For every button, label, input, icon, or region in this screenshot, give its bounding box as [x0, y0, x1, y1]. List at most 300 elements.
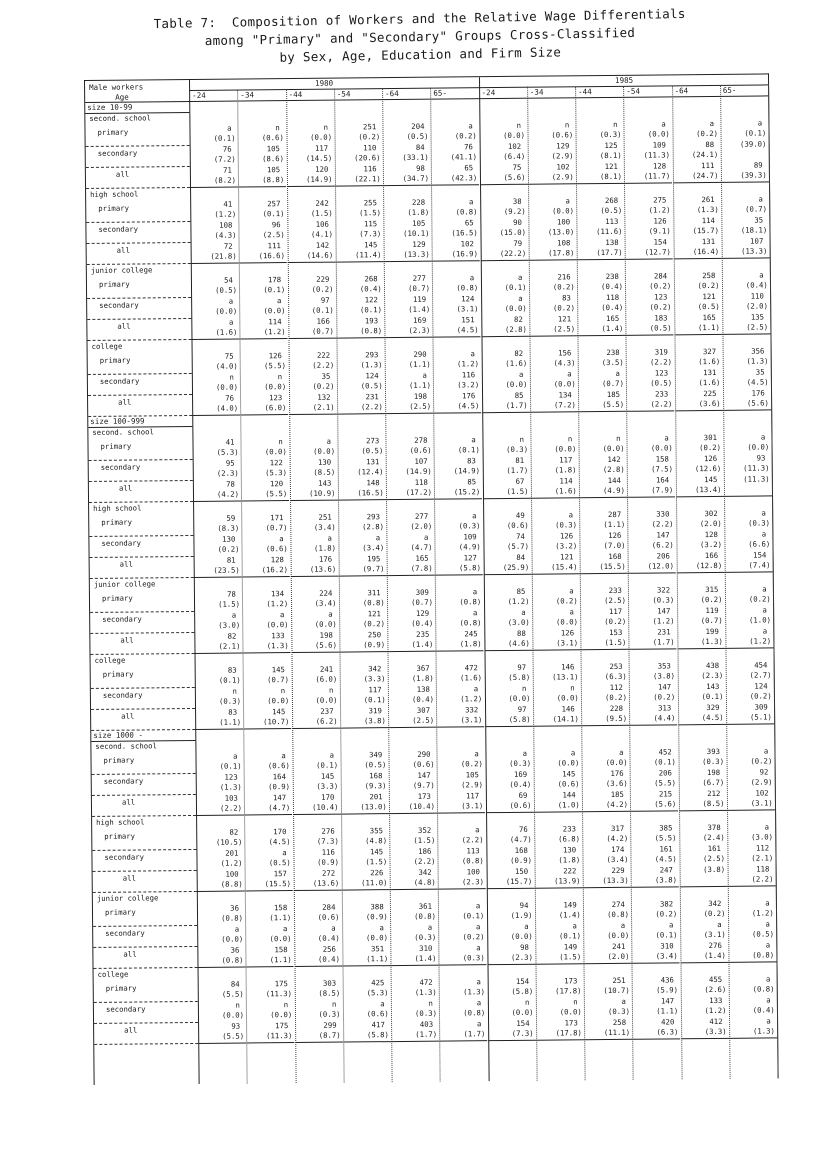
cell-share: (0.4)	[411, 694, 435, 704]
cell-value: n	[570, 683, 575, 693]
cell-value: 307	[416, 705, 431, 715]
table-cell	[238, 199, 286, 220]
table-cell	[245, 903, 293, 924]
cell-value: 276	[321, 826, 335, 836]
age-header: -24	[481, 88, 496, 98]
cell-value: 98	[416, 163, 425, 173]
table-cell	[631, 899, 679, 920]
cell-value: 69	[518, 790, 528, 800]
cell-share: (0.8)	[456, 283, 479, 293]
cell-share: (0.8)	[221, 955, 244, 965]
table-cell	[483, 587, 531, 608]
table-cell	[625, 237, 673, 259]
cell-value: 128	[270, 555, 284, 565]
cell-share: (1.5)	[310, 208, 333, 218]
cell-share: (1.1)	[697, 322, 720, 333]
cell-share: (0.1)	[653, 757, 676, 767]
cell-value: a	[765, 974, 771, 984]
row-label: all	[118, 397, 132, 407]
cell-value: 278	[414, 435, 428, 445]
row-label: primary	[102, 669, 134, 679]
cell-share: (0.1)	[655, 930, 678, 940]
cell-value: 109	[463, 532, 477, 542]
cell-value: 261	[701, 194, 715, 205]
cell-value: 121	[604, 161, 618, 172]
cell-value: 164	[655, 475, 670, 485]
cell-value: 173	[417, 791, 431, 801]
table-cell	[481, 349, 529, 370]
table-cell	[439, 998, 487, 1019]
cell-share: (2.5)	[702, 853, 726, 864]
table-cell	[487, 977, 535, 998]
cell-value: 35	[755, 367, 765, 377]
cell-value: 186	[418, 846, 432, 856]
table-cell	[294, 1000, 342, 1021]
table-cell	[484, 663, 532, 684]
cell-value: 134	[270, 589, 285, 599]
education-group-label: second. school	[89, 113, 151, 123]
cell-share: (1.2)	[648, 205, 671, 215]
cell-share: (23.5)	[213, 565, 240, 575]
table-cell	[336, 350, 384, 371]
cell-value: n	[229, 372, 234, 382]
cell-value: 126	[608, 530, 622, 540]
cell-value: a	[717, 919, 722, 929]
cell-value: a	[473, 684, 479, 694]
table-cell	[433, 315, 481, 337]
cell-share: (2.3)	[510, 952, 533, 962]
cell-value: 231	[657, 627, 671, 637]
cell-share: (1.4)	[558, 910, 581, 920]
table-cell	[581, 704, 629, 726]
cell-value: a	[281, 751, 286, 761]
cell-share: (1.1)	[219, 717, 242, 727]
table-cell	[386, 533, 434, 554]
cell-value: 322	[656, 585, 671, 595]
corner-header-top: Male workers	[89, 82, 144, 92]
cell-value: 96	[271, 220, 281, 230]
cell-value: a	[568, 510, 573, 520]
cell-value: 247	[659, 865, 673, 875]
table-cell	[335, 219, 383, 240]
cell-share: (1.1)	[603, 519, 626, 530]
cell-share: (1.2)	[749, 636, 772, 646]
table-cell	[672, 161, 720, 183]
cell-share: (5.5)	[654, 833, 677, 843]
cell-value: a	[375, 533, 381, 543]
table-cell	[720, 139, 768, 160]
cell-share: (6.3)	[604, 671, 627, 682]
cell-share: (0.0)	[263, 306, 286, 316]
table-cell	[286, 165, 334, 187]
cell-value: 143	[706, 681, 720, 692]
cell-value: 128	[704, 529, 718, 540]
table-cell	[582, 790, 630, 812]
table-cell	[389, 847, 437, 868]
cell-value: 327	[702, 346, 717, 357]
cell-value: a	[760, 432, 766, 442]
table-cell	[628, 606, 676, 627]
cell-value: 117	[368, 685, 382, 695]
cell-value: 121	[560, 552, 574, 562]
cell-value: 145	[369, 847, 384, 857]
cell-share: (10.9)	[309, 488, 336, 498]
cell-share: (0.1)	[558, 931, 582, 941]
table-cell	[624, 140, 672, 161]
cell-share: (1.4)	[414, 953, 437, 963]
cell-share: (14.6)	[306, 250, 334, 260]
table-cell	[677, 661, 725, 682]
row-label: primary	[104, 907, 136, 917]
table-cell	[529, 293, 577, 314]
cell-share: (0.4)	[745, 280, 768, 290]
cell-value: a	[476, 1019, 482, 1029]
cell-share: (42.3)	[450, 173, 478, 183]
cell-share: (8.6)	[262, 154, 285, 164]
row-label: secondary	[102, 690, 143, 700]
cell-share: (0.0)	[510, 931, 533, 941]
education-group-label: junior college	[93, 579, 156, 589]
cell-share: (11.3)	[743, 463, 770, 473]
cell-value: 49	[515, 510, 525, 520]
cell-value: a	[709, 118, 714, 128]
table-cell	[577, 293, 625, 314]
cell-value: 301	[703, 432, 718, 443]
cell-value: 134	[558, 390, 572, 400]
cell-share: (22.1)	[354, 174, 381, 184]
table-cell	[240, 351, 288, 372]
table-cell	[193, 535, 241, 556]
cell-share: (2.2)	[312, 360, 335, 370]
cell-value: 146	[561, 704, 575, 714]
cell-value: 201	[225, 848, 239, 858]
cell-share: (7.2)	[553, 400, 576, 410]
cell-value: 114	[701, 215, 715, 226]
cell-value: a	[472, 511, 477, 521]
table-cell	[432, 239, 480, 261]
cell-value: 123	[654, 368, 669, 378]
table-cell	[339, 588, 387, 609]
table-cell	[289, 393, 337, 415]
cell-value: 287	[607, 509, 622, 519]
table-cell	[532, 586, 580, 607]
cell-share: (11.0)	[361, 878, 388, 888]
table-cell	[721, 194, 769, 215]
age-header: -34	[529, 87, 544, 97]
table-cell	[385, 371, 433, 392]
cell-value: 147	[657, 606, 671, 616]
cell-share: (0.9)	[363, 640, 386, 650]
table-cell	[244, 772, 292, 793]
cell-value: 352	[417, 825, 432, 835]
cell-value: 126	[653, 216, 667, 226]
cell-share: (0.5)	[649, 323, 672, 333]
table-cell	[287, 220, 335, 241]
cell-share: (1.5)	[218, 599, 241, 609]
table-cell	[674, 347, 722, 368]
cell-share: (17.7)	[596, 247, 623, 258]
table-cell	[293, 827, 341, 848]
cell-value: 351	[370, 944, 385, 954]
table-cell	[197, 945, 245, 967]
row-label: primary	[98, 203, 130, 213]
cell-value: 116	[321, 847, 335, 857]
cell-value: 472	[419, 977, 433, 987]
cell-share: (0.3)	[652, 595, 675, 605]
table-cell	[192, 352, 240, 373]
cell-share: (0.0)	[555, 617, 579, 627]
cell-value: 76	[222, 144, 232, 154]
table-cell	[390, 923, 438, 944]
table-cell	[292, 793, 340, 815]
cell-share: (13.6)	[309, 564, 337, 574]
table-cell	[628, 585, 676, 606]
table-cell	[487, 998, 535, 1019]
cell-share: (0.6)	[317, 912, 340, 922]
cell-share: (0.2)	[748, 594, 771, 604]
table-cell	[434, 456, 482, 477]
cell-value: 438	[705, 660, 720, 671]
cell-value: 151	[461, 315, 475, 325]
table-cell	[435, 532, 483, 553]
table-cell	[483, 532, 531, 553]
cell-value: 417	[371, 1020, 385, 1030]
cell-share: (0.1)	[316, 760, 339, 770]
cell-value: a	[380, 999, 385, 1009]
cell-value: a	[475, 901, 481, 911]
cell-share: (0.0)	[221, 934, 244, 944]
cell-share: (14.5)	[305, 153, 333, 163]
cell-value: 313	[658, 703, 672, 713]
table-cell	[290, 513, 338, 534]
table-cell	[727, 788, 775, 810]
cell-share: (1.3)	[414, 987, 437, 997]
cell-value: 83	[227, 665, 237, 675]
cell-value: a	[765, 940, 771, 950]
cell-value: 97	[320, 295, 330, 305]
table-cell	[482, 456, 530, 477]
table-cell	[340, 685, 388, 706]
cell-value: 113	[466, 846, 480, 856]
table-cell	[584, 1018, 632, 1040]
cell-value: 131	[701, 236, 716, 247]
cell-value: 107	[414, 456, 428, 466]
table-cell	[530, 390, 578, 412]
table-cell	[583, 921, 631, 942]
cell-share: (0.8)	[414, 911, 437, 921]
table-cell	[722, 291, 770, 312]
table-cell	[431, 163, 479, 185]
table-cell	[727, 864, 775, 886]
cell-share: (0.2)	[552, 303, 576, 313]
table-cell	[334, 122, 382, 143]
table-cell	[480, 218, 528, 239]
cell-value: 124	[461, 294, 475, 304]
table-cell	[631, 865, 679, 887]
table-cell	[241, 437, 289, 458]
cell-value: 154	[653, 237, 667, 247]
cell-share: (2.3)	[461, 877, 485, 887]
table-cell	[197, 924, 245, 945]
cell-share: (0.5)	[406, 131, 429, 141]
table-cell	[584, 997, 632, 1018]
cell-value: 82	[514, 348, 524, 358]
cell-value: n	[573, 997, 578, 1007]
cell-value: n	[564, 120, 570, 130]
table-cell	[529, 314, 577, 336]
cell-value: a	[621, 996, 626, 1006]
cell-value: 250	[367, 630, 382, 640]
cell-value: 88	[705, 139, 715, 150]
table-cell	[630, 789, 678, 811]
cell-share: (0.0)	[602, 443, 625, 454]
cell-share: (0.7)	[267, 675, 290, 685]
table-cell	[632, 975, 680, 996]
cell-value: 145	[704, 474, 718, 485]
cell-value: 356	[751, 346, 765, 356]
cell-share: (41.1)	[450, 152, 478, 162]
cell-value: 225	[703, 388, 717, 399]
row-rule	[89, 459, 193, 461]
cell-share: (16.5)	[357, 488, 384, 498]
table-cell	[337, 457, 385, 478]
cell-value: a	[570, 748, 576, 758]
table-cell	[631, 920, 679, 941]
table-cell	[384, 316, 432, 338]
cell-value: 127	[463, 553, 477, 563]
cell-value: 268	[604, 195, 619, 206]
cell-value: n	[323, 122, 329, 132]
table-cell	[724, 508, 772, 529]
cell-share: (17.8)	[548, 248, 575, 258]
cell-value: a	[331, 923, 336, 933]
row-label: all	[116, 245, 130, 255]
table-cell	[624, 119, 672, 140]
cell-share: (6.7)	[702, 777, 725, 788]
cell-share: (0.1)	[311, 305, 334, 315]
cell-share: (0.3)	[458, 521, 481, 531]
cell-value: 156	[558, 348, 572, 358]
cell-share: (11.3)	[743, 474, 770, 484]
cell-share: (1.3)	[266, 641, 289, 651]
table-cell	[246, 1000, 294, 1021]
table-cell	[439, 1019, 487, 1041]
table-cell	[431, 142, 479, 163]
table-cell	[340, 771, 388, 792]
table-cell	[679, 823, 727, 844]
cell-value: a	[282, 848, 287, 858]
cell-share: (0.9)	[509, 855, 533, 865]
cell-share: (22.2)	[499, 248, 527, 259]
table-cell	[578, 390, 626, 412]
cell-value: 118	[605, 292, 620, 302]
cell-value: 118	[756, 864, 770, 874]
cell-share: (3.8)	[363, 716, 386, 726]
cell-value: 361	[418, 901, 432, 911]
cell-share: (2.0)	[410, 521, 433, 531]
cell-share: (0.3)	[218, 696, 242, 706]
cell-value: 108	[557, 238, 571, 248]
cell-share: (7.3)	[359, 229, 382, 239]
cell-share: (13.9)	[554, 876, 581, 886]
cell-share: (1.2)	[460, 694, 483, 704]
table-cell	[727, 822, 775, 843]
cell-value: 79	[513, 238, 523, 248]
cell-value: 118	[414, 477, 428, 487]
table-cell	[485, 791, 533, 813]
table-cell	[242, 589, 290, 610]
table-cell	[292, 772, 340, 793]
cell-share: (5.8)	[511, 986, 534, 996]
cell-value: 130	[222, 534, 236, 544]
table-cell	[627, 454, 675, 475]
table-cell	[195, 687, 243, 708]
cell-value: 198	[319, 630, 333, 640]
table-cell	[721, 160, 769, 182]
cell-share: (7.9)	[651, 485, 674, 495]
table-cell	[383, 219, 431, 240]
cell-share: (0.7)	[311, 326, 334, 336]
table-cell	[343, 999, 391, 1020]
cell-share: (1.2)	[263, 327, 286, 337]
cell-share: (0.0)	[511, 1007, 534, 1017]
cell-share: (2.3)	[216, 468, 239, 478]
cell-value: 154	[516, 1018, 530, 1028]
cell-value: 199	[705, 626, 719, 637]
cell-value: a	[227, 123, 232, 133]
table-cell	[723, 367, 771, 388]
table-cell	[580, 628, 628, 650]
table-cell	[580, 607, 628, 628]
cell-value: 157	[273, 869, 287, 879]
cell-share: (2.2)	[360, 402, 383, 412]
table-cell	[626, 347, 674, 368]
cell-share: (0.8)	[752, 950, 775, 960]
table-cell	[387, 554, 435, 576]
table-cell	[245, 869, 293, 891]
age-header: -54	[336, 89, 351, 99]
cell-share: (4.7)	[410, 542, 433, 552]
cell-share: (0.8)	[463, 1008, 486, 1018]
cell-value: a	[759, 270, 764, 280]
table-cell	[193, 459, 241, 480]
table-cell	[342, 923, 390, 944]
row-label: all	[119, 559, 133, 569]
cell-value: 129	[412, 239, 426, 249]
cell-share: (0.8)	[221, 913, 244, 923]
table-cell	[195, 708, 243, 730]
table-cell	[294, 945, 342, 967]
cell-value: 215	[658, 789, 673, 799]
cell-share: (1.5)	[559, 952, 582, 962]
cell-value: a	[620, 920, 626, 930]
table-cell	[432, 273, 480, 294]
cell-share: (3.1)	[556, 638, 579, 648]
table-cell	[531, 552, 579, 574]
table-cell	[479, 142, 527, 163]
cell-share: (0.8)	[459, 597, 482, 607]
table-cell	[194, 632, 242, 654]
cell-share: (0.5)	[751, 929, 775, 939]
cell-share: (16.4)	[692, 246, 720, 257]
cell-value: a	[233, 751, 238, 761]
cell-value: 319	[654, 347, 668, 357]
cell-share: (0.8)	[459, 618, 482, 628]
table-cell	[580, 586, 628, 607]
cell-value: 100	[466, 867, 480, 877]
table-cell	[387, 609, 435, 630]
cell-value: n	[519, 434, 525, 444]
